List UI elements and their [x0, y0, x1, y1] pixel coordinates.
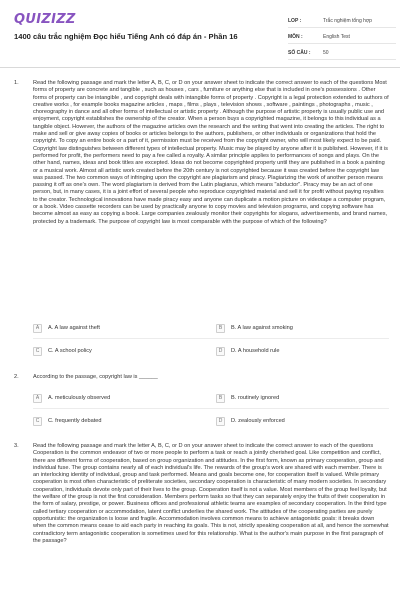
- meta-label: MÔN :: [288, 33, 303, 40]
- meta-info: [288, 14, 396, 62]
- option-letter: A: [33, 324, 42, 333]
- option-text: C. frequently debated: [48, 418, 102, 424]
- question-text: Read the following passage and mark the letter A, B, C, or D on your answer sheet to indicate the correct answer to each of the questions Cooperation is the common endeavor of two or more people to perform a task or reach a jointly cherished goal. Like competition and conflict, there are different forms of cooperation, based on group organization and attitudes. In the first form, known as primary cooperation, group and individual fuse. The group contains nearly all of each individual's life. The rewards of the group's work are shared with each member. There is an interlocking identity of individual, group and task performed. Means and goals become one, for cooperation itself is valued. While primary cooperation is most often characteristic of preliterate societies, secondary cooperation is characteristic of many modern societies. In secondary cooperation, individuals devote only part of their lives to the group. Cooperation itself is not a value. Most members of the group feel loyalty, but the welfare of the group is not the first consideration. Members perform tasks so that they can separately enjoy the fruits of their cooperation in the form of salary, prestige, or power. Business offices and professional athletic teams are examples of secondary cooperation. In the third type called tertiary cooperation or accommodation, latent conflict underlies the shared work. The attitudes of the cooperating parties are purely opportunistic: the organization is loose and fragile. Accommodation involves common means to achieve antagonistic goals: it breaks down when the common means cease to aid each party in reaching its goals. This is not, strictly speaking cooperation at all, and hence the somewhat contradictory term antagonistic cooperation is sometimes used for this relationship. What is the author's main purpose in the first paragraph of the passage?: [33, 443, 389, 544]
- meta-row-subject: [288, 30, 396, 44]
- option-letter: C: [33, 417, 42, 426]
- option-text: A. meticulously observed: [48, 395, 111, 401]
- meta-row-class: [288, 14, 396, 28]
- option-text: D. zealously enforced: [231, 418, 285, 424]
- option-1c[interactable]: [33, 345, 92, 357]
- meta-label: SỐ CÂU :: [288, 49, 311, 56]
- option-1d[interactable]: [216, 345, 280, 357]
- option-1a[interactable]: [33, 322, 100, 334]
- option-1b[interactable]: [216, 322, 293, 334]
- option-letter: B: [216, 394, 225, 403]
- option-2d[interactable]: [216, 415, 285, 427]
- option-letter: B: [216, 324, 225, 333]
- option-2a[interactable]: [33, 392, 110, 404]
- option-letter: D: [216, 417, 225, 426]
- option-2c[interactable]: [33, 415, 102, 427]
- meta-value: Trắc nghiệm tổng hợp: [323, 17, 372, 24]
- option-text: D. A household rule: [231, 348, 280, 354]
- option-text: A. A law against theft: [48, 325, 100, 331]
- option-letter: D: [216, 347, 225, 356]
- question-text: According to the passage, copyright law is ______: [33, 374, 158, 380]
- option-divider: [33, 338, 389, 339]
- meta-row-count: [288, 46, 396, 60]
- option-text: C. A school policy: [48, 348, 92, 354]
- question-number: 1.: [14, 80, 19, 86]
- question-text: Read the following passage and mark the letter A, B, C, or D on your answer sheet to indicate the correct answer to each of the questions Most forms of property are concrete and tangible , such as houses , cars , furniture or anything else that is included in one's possessions . Other forms of property can be intangible , and copyright deals with intangible forms of property . Copyright is a legal protection extended to authors of creative works , for example books magazine articles , maps , films , plays , television shows , software , paintings , photographs , music , choreography in dance and all other forms of intellectual or artistic property . Although the purpose of artistic property is usually public use and enjoyment, copyright establishes the ownership of the creator. When a person buys a copyrighted magazine, it belongs to this individual as a tangible object. However, the authors of the magazine articles own the research and the writing that went into creating the articles. The right to make and sell or give away copies of books or articles belongs to the authors, publishers, or other individuals or organizations that hold the copyright. To copy an entire book or a part of it, permission must be received from the copyright owner, who will most likely expect to be paid. Copyright law distinguishes between different types of intellectual property. Music may be played by anyone after it is published. However, if it is performed for profit, the performers need to pay a fee called a royalty. A similar principle applies to performances of songs and plays. On the other hand, names, ideas and book titles are excepted. Ideas do not become copyrighted property until they are published in a book a painting or a musical work. Almost all artistic work created before the 20th century is not copyrighted because it was created before the copyright law was passed. The two common ways of infringing upon the copyright are plagiarism and piracy. Plagiarizing the work of another person means passing it off as one's own. The word plagiarism is derived from the Latin plagiarus, which means "abductor". Piracy may be an act of one person, but, in many cases, it is a joint effort of several people who reproduce copyrighted material and sell it for profit without paying royalties to the creator. Technological innovations have made piracy easy and anyone can duplicate a motion picture on videotape a computer program, or a book. Video cassette recorders can be used by practically anyone to copy movies and television programs, and copying software has become almost as easy as copying a book. Large companies zealously monitor their copyrights for slogans, advertisements, and brand names, protected by a trademark. The purpose of copyright law is most comparable with the purpose of which of the following?: [33, 80, 389, 225]
- option-2b[interactable]: [216, 392, 279, 404]
- option-letter: A: [33, 394, 42, 403]
- page-header: [0, 0, 400, 66]
- meta-value: English Test: [323, 33, 350, 40]
- question-number: 3.: [14, 443, 19, 449]
- quizizz-logo: QUIZIZZ: [14, 12, 76, 27]
- header-divider: [0, 67, 400, 68]
- document-title: 1400 câu trắc nghiệm Đọc hiểu Tiếng Anh có đáp án - Phần 16: [14, 32, 238, 41]
- option-text: B. routinely ignored: [231, 395, 280, 401]
- option-text: B. A law against smoking: [231, 325, 293, 331]
- question-number: 2.: [14, 374, 19, 380]
- option-letter: C: [33, 347, 42, 356]
- meta-value: 50: [323, 49, 329, 56]
- option-divider: [33, 408, 389, 409]
- meta-label: LOP :: [288, 17, 302, 24]
